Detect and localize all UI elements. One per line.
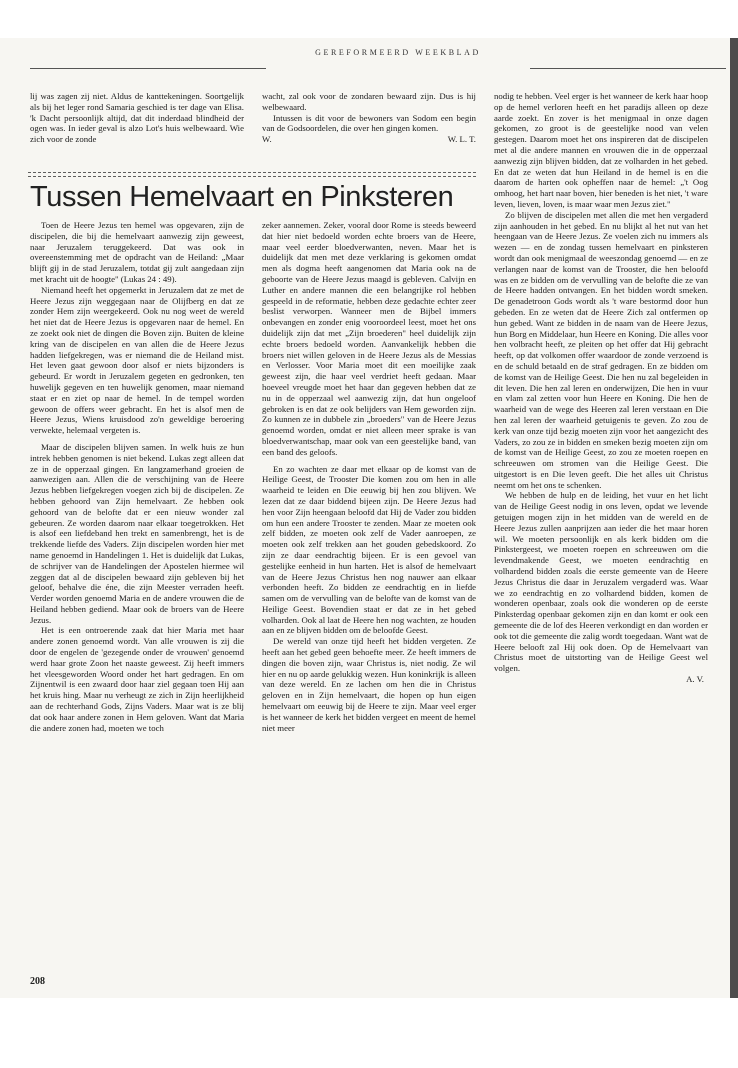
article-column-2 [262, 220, 476, 733]
scan-edge [730, 38, 738, 998]
prev-article-text: wacht, zal ook voor de zondaren bewaard zijn. Dus is hij welbewaard. [262, 91, 476, 112]
article-signature: A. V. [686, 674, 704, 685]
paragraph: zeker aannemen. Zeker, vooral door Rome is steeds beweerd dat hier niet bedoeld worden echte broers van de Heere, maar veel eerder bloedverwanten, neven. Maar het is duidelijk dat men met deze verklaring is gekomen omdat men als dogma heeft aangenomen dat Maria ook na de geboorte van de Heere Jezus maagd is gebleven. Calvijn en Luther en andere mannen die een belangrijke rol hebben gespeeld in de reformatie, hebben deze gedachte echter zeer beslist verworpen. Wanneer men de Bijbel immers onbevangen en zonder enig vooroordeel leest, moet het ons duidelijk zijn dat met „Zijn broederen" heel duidelijk zijn echte broers bedoeld worden. Aanvankelijk hebben die broers niet willen geloven in de Heere Jezus als de Messias en Verlosser. Voor Maria moet dit een moeilijke zaak geweest zijn, die haar veel verdriet heeft gedaan. Maar hoeveel vreugde moet het haar dan gegeven hebben dat ze nu in de opperzaal wel aanwezig zijn, dat hun ongeloof gebroken is en dat ze ook belijders van Hem geworden zijn. Zo kunnen ze in dubbele zin „broeders" van de Heere Jezus genoemd worden, omdat er niet alleen meer sprake is van bloedverwantschap, maar ook van een geestelijke band, van een band des geloofs. [262, 220, 476, 457]
scan-margin [0, 998, 738, 1068]
masthead: GEREFORMEERD WEEKBLAD [315, 48, 481, 57]
paragraph: We hebben de hulp en de leiding, het vuur en het licht van de Heilige Geest nodig in ons leven, opdat we levende getuigen mogen zijn in het midden van de wereld en de Heere Jezus zullen aanprijzen aan ieder die het maar horen wil. We moeten persoonlijk en als kerk bidden om die Pinkstergeest, we moeten roepen en schreeuwen om die levendmakende Geest, we moeten eendrachtig en volhardend bidden zoals die eerste gemeente van de Heere Jezus Christus die daar in Jeruzalem vergaderd was. Waar we zo eendrachtig en zo volhardend bidden, komen de wonderen openbaar, zoals ook die wonderen op de eerste Pinksterdag openbaar gekomen zijn en dan komt er ook een gemeente die de lof des Heeren verkondigt en dan worden er ook tot die gemeente die zalig wordt toegedaan. Want wat de Heere belooft zal Hij ook doen. Op de Hemelvaart van Christus moet de uitstorting van de Heilige Geest wel volgen. [494, 490, 708, 674]
article-title: Tussen Hemelvaart en Pinksteren [30, 181, 454, 213]
prev-article-col2 [262, 91, 476, 145]
prev-article-text: Intussen is dit voor de bewoners van Sodom een begin van de Godsoordelen, die over hen gingen komen. [262, 112, 476, 134]
signature-right: W. L. T. [447, 134, 476, 145]
page-number: 208 [30, 976, 45, 987]
paragraph: En zo wachten ze daar met elkaar op de komst van de Heilige Geest, de Trooster Die komen zou om hen in alle waarheid te leiden en Die eeuwig bij hen zou blijven. We lezen dat ze daar biddend bijeen zijn. De Heere Jezus had hen voor Zijn heengaan beloofd dat Hij de Vader zou bidden om hun een andere Trooster te zenden. Maar ze moeten ook zelf bidden, ze moeten ook zelf de Vader aanroepen, ze moeten ook zelf trekken aan het gouden gebedskoord. Zo zijn ze daar eendrachtig bijeen. Er is een gevoel van gestelijke eenheid in hun harten. Het is alsof de hemelvaart van de Heere Jezus Christus hen nog nauwer aan elkaar verbonden heeft. Zo bidden ze eendrachtig en in liefde samen om de vervulling van de belofte van de komst van de Heilige Geest. Bovendien staat er dat ze in het gebed volharden. Ook al laat de Heere hen nog wachten, ze houden aan en ze blijven bidden om de beloofde Geest. [262, 463, 476, 636]
prev-article-signature [262, 134, 476, 145]
paragraph: Zo blijven de discipelen met allen die met hen vergaderd zijn aanhouden in het gebed. En nu blijkt al het nut van het heengaan van de Heere Jezus. Ze voelen zich nu immers als wezen — en de zondag tussen hemelvaart en pinksteren wordt dan ook menigmaal de weeszondag genoemd — en ze verlangen naar de komst van de Trooster, die hen beloofd was en ze bidden om de vervulling van de belofte die ze van de Heere hadden ontvangen. En het bidden wordt smeken. De genadetroon Gods wordt als 't ware bestormd door hun gebeden. En ze weten dat de Heere Zich zal ontfermen op hun gebed. Want ze bidden in de naam van de Heere Jezus, hun Borg en Middelaar, hun Heere en Koning. Die alles voor hen volbracht heeft, ze pleiten op het offer dat Hij gebracht heeft, op dat volkomen offer waardoor de zonde verzoend is en de schuld betaald en de straf gedragen. En ze bidden om de komst van de Heilige Geest. Die hen nu zal begeleiden in dit leven. Die hen zal leren en onderwijzen, Die hen in vuur en vlam zal zetten voor hun Heere en Koning. Die hen de waarheid van de wege des Heeren zal leren verstaan en Die hen zal leren der waarheid getuigenis te geven. Zo zou de kerk van onze tijd bezig moeten zijn voor het aangezicht des Vaders, zo zou ze in bidden en smeken bezig moeten zijn om de komst van de Heilige Geest, zo zou ze moeten roepen en schreeuwen om stromen van die Heilige Geest. Die uitgestort is en Die leven geeft. Die het alles uit Christus neemt om het ons te schenken. [494, 209, 708, 490]
paragraph: nodig te hebben. Veel erger is het wanneer de kerk haar hoop op de hemel verloren heeft en het paradijs alleen op deze aarde zoekt. En zover is het menigmaal in onze dagen gekomen, zo groot is de geestelijke nood van velen gestegen. Daarom moet het ons inspireren dat de discipelen met al die andere mannen en vrouwen die in de opperzaal aanwezig zijn blijven bidden, dat ze volharden in het gebed. En dat ze weten dat hun Heiland in de hemel is en die daarom de harten ook opheffen naar de hemel: „'t Oog omhoog, het hart naar boven, hier beneden is het niet, 't ware leven, lieven, loven, is maar waar men Jezus ziet." [494, 91, 708, 209]
article-column-3 [494, 91, 708, 685]
masthead-rule-right [530, 68, 726, 69]
paragraph: De wereld van onze tijd heeft het bidden vergeten. Ze heeft aan het gebed geen behoefte meer. Ze heeft immers de dingen die boven zijn, waar Christus is, niet nodig. Ze wil hier en nu op aarde gelukkig wezen. Hun koninkrijk is alleen van deze wereld. En ze lachen om hen die in Christus geloven en in Zijn hemelvaart, die hopen op hun eigen hemelvaart om eeuwig bij de Heere te zijn. Maar veel erger is het wanneer de kerk het bidden vergeet en meent de hemel niet meer [262, 636, 476, 733]
paragraph: Maar de discipelen blijven samen. In welk huis ze hun intrek hebben genomen is niet bekend. Lukas zegt alleen dat ze in de opperzaal gingen. En langzamerhand groeien de aanwezigen aan. Allen die de verschijning van de Heere Jezus hebben liefgekregen voegen zich bij de discipelen. Ze hebben gehoord van Zijn hemelvaart. Ze hebben ook gehoord van de belofte dat er een nieuw wonder zal gebeuren. Ze worden daarom naar elkaar toegetrokken. Het is alsof een liefdeband hen trekt en samenbrengt, het is de trekkende liefde des Vaders. Zijn discipelen worden hier met name genoemd in Handelingen 1. Het is duidelijk dat Lukas, de schrijver van de Handelingen der Apostelen hiermee wil zeggen dat al de discipelen bewaard zijn gebleven bij het geloof, behalve die éne, die zijn Meester verraden heeft. Verder worden genoemd Maria en de andere vrouwen die de Heiland hebben gediend. Maar ook de broers van de Heere Jezus. [30, 441, 244, 625]
signature-left: W. [262, 134, 272, 145]
newspaper-page [0, 38, 738, 998]
paragraph: Toen de Heere Jezus ten hemel was opgevaren, zijn de discipelen, die bij die hemelvaart aanwezig zijn geweest, naar Jeruzalem teruggekeerd. Dat was ook in overeenstemming met de opdracht van de Heiland: „Maar blijft gij in de stad Jeruzalem, totdat gij zult aangedaan zijn met kracht uit de hoogte" (Lukas 24 : 49). [30, 220, 244, 284]
prev-article-col1 [30, 91, 244, 145]
prev-article-text: lij was zagen zij niet. Aldus de kanttekeningen. Soortgelijk als bij het leger rond Samaria geschied is ter dage van Elisa. 'k Dacht persoonlijk altijd, dat dit inderdaad blindheid der ogen was. In ieder geval is alzo Lot's huis welbewaard. Wie zich voor de zonde [30, 91, 244, 145]
paragraph: Niemand heeft het opgemerkt in Jeruzalem dat ze met de Heere Jezus zijn weggegaan naar de Olijfberg en dat ze zonder Hem zijn weergekeerd. Ook nu nog weet de wereld het niet dat de Heere Jezus is opgevaren naar de hemel. En ze zoekt ook niet de dingen die Boven zijn. Buiten de kleine kring van de discipelen en van allen die de Heere Jezus hadden liefgekregen, was er niemand die de Heiland mist. Het leven gaat gewoon door alsof er niets bijzonders is gebeurd. Er wordt in Jeruzalem gegeten en gedronken, ten huwelijk gegeven en ten huwelijk genomen, maar niemand staat er en ziet op naar de hemel. In de tempel worden gewoon de offers weer gebracht. En het is alsof men de Heere Jezus, Wiens kruisdood zo'n geweldige beroering verwekte, helemaal vergeten is. [30, 284, 244, 436]
article-divider [28, 172, 476, 177]
paragraph: Het is een ontroerende zaak dat hier Maria met haar andere zonen genoemd wordt. Van alle vrouwen is zij die door de engelen de 'gezegende onder de vrouwen' genoemd werd haar grote Zoon het naaste geweest. Zij heeft immers het vleesgeworden Woord onder het hart gedragen. En om Zijnentwil is een zwaard door haar ziel gegaan toen Hij aan het kruis hing. Maar nu verheugt ze zich in Zijn heerlijkheid aan de rechterhand Gods, Zijns Vaders. Maar wat is ze blij dat ook haar andere zonen in Hem geloven. Want dat Maria die andere zonen had, moeten we toch [30, 625, 244, 733]
masthead-rule-left [30, 68, 266, 69]
article-column-1 [30, 220, 244, 733]
